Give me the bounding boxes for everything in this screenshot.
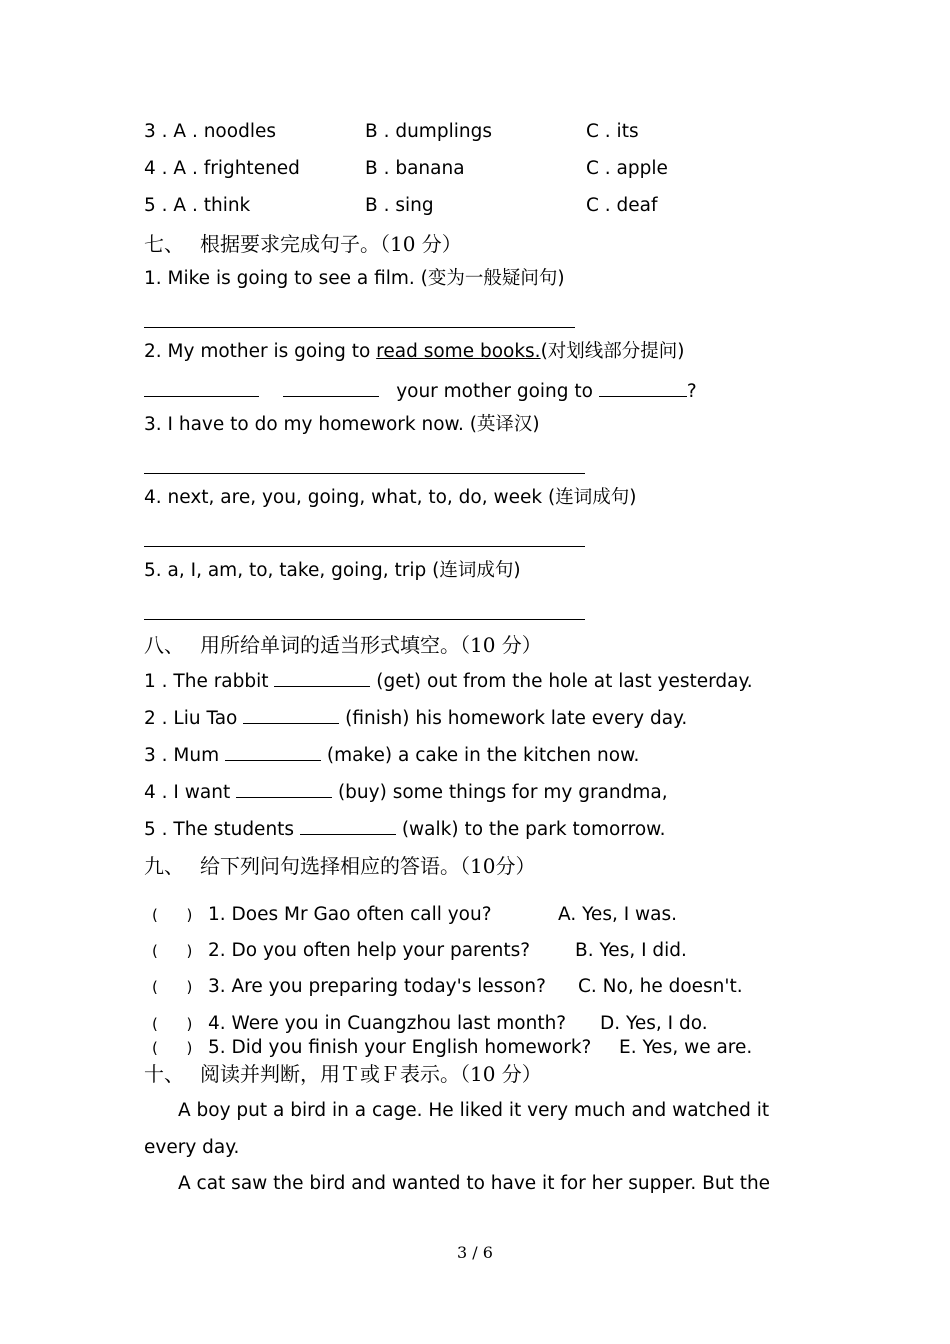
s9-question-4 [152, 1012, 566, 1036]
s9-question-1 [152, 903, 492, 927]
section-8-title: 用所给单词的适当形式填空。（10 分） [200, 633, 542, 657]
s10-paragraph-1: A boy put a bird in a cage. He liked it very much and watched it every day. [144, 1100, 770, 1158]
s9-answer-d: D. Yes, I do. [600, 1013, 708, 1034]
choice-5-c: C . deaf [586, 195, 658, 216]
s8-item-5 [144, 816, 665, 842]
s7-q2-answer-line [144, 378, 697, 404]
s9-paren-3[interactable]: ( ) [152, 978, 193, 996]
s9-question-2 [152, 939, 530, 963]
s9-question-2-text: 2. Do you often help your parents? [208, 940, 531, 961]
section-10-title: 阅读并判断，用Ｔ或Ｆ表示。（10 分） [200, 1062, 542, 1086]
s8-blank-1[interactable] [274, 668, 370, 687]
s9-answer-a: A. Yes, I was. [558, 904, 678, 925]
s9-paren-1[interactable]: ( ) [152, 906, 193, 924]
s9-paren-5[interactable]: ( ) [152, 1039, 193, 1057]
choice-5-b: B . sing [365, 195, 434, 216]
s8-item-1-post: (get) out from the hole at last yesterday. [370, 671, 753, 692]
s7-question-4: 4. next, are, you, going, what, to, do, week (连词成句) [144, 487, 637, 508]
section-8-number: 八、 [144, 633, 184, 657]
s8-blank-3[interactable] [225, 742, 321, 761]
s8-blank-5[interactable] [300, 816, 396, 835]
s8-item-1 [144, 668, 753, 694]
s8-blank-2[interactable] [243, 705, 339, 724]
s9-question-3-text: 3. Are you preparing today's lesson? [208, 976, 546, 997]
s8-item-3 [144, 742, 639, 768]
s7-answer-line-4[interactable] [144, 546, 585, 547]
choice-4-c: C . apple [586, 158, 668, 179]
choice-3-c: C . its [586, 121, 639, 142]
s8-item-1-pre: 1 . The rabbit [144, 671, 275, 692]
s10-paragraph-2: A cat saw the bird and wanted to have it for her supper. But the [178, 1173, 771, 1194]
s9-question-5-text: 5. Did you finish your English homework? [208, 1037, 592, 1058]
s9-question-5 [152, 1036, 591, 1060]
section-10-heading [144, 1061, 542, 1087]
s7-answer-line-1[interactable] [144, 327, 575, 328]
s7-q2-blank-2[interactable] [283, 378, 379, 397]
choice-3-b: B . dumplings [365, 121, 492, 142]
s8-item-5-post: (walk) to the park tomorrow. [395, 819, 666, 840]
s7-q2-blank-3[interactable] [599, 378, 687, 397]
s7-answer-line-5[interactable] [144, 619, 585, 620]
s9-question-3 [152, 975, 546, 999]
s7-q2-blank-1[interactable] [144, 378, 259, 397]
s9-question-4-text: 4. Were you in Cuangzhou last month? [208, 1013, 567, 1034]
s8-item-5-pre: 5 . The students [144, 819, 300, 840]
s8-item-4-post: (buy) some things for my grandma, [332, 782, 668, 803]
s9-paren-4[interactable]: ( ) [152, 1015, 193, 1033]
s7-question-3: 3. I have to do my homework now. (英译汉) [144, 414, 540, 435]
s8-item-3-post: (make) a cake in the kitchen now. [321, 745, 640, 766]
section-9-heading [144, 853, 535, 879]
section-7-number: 七、 [144, 232, 184, 256]
choice-4-b: B . banana [365, 158, 465, 179]
choice-4-a: 4 . A . frightened [144, 158, 300, 179]
s8-item-4-pre: 4 . I want [144, 782, 237, 803]
s7-q2-underlined: read some books. [376, 341, 541, 362]
s7-question-1: 1. Mike is going to see a film. (变为一般疑问句) [144, 268, 565, 289]
page-number: 3 / 6 [457, 1243, 493, 1262]
s7-q2-pre: 2. My mother is going to [144, 341, 377, 362]
s7-question-5: 5. a, I, am, to, take, going, trip (连词成句) [144, 560, 521, 581]
s9-answer-b: B. Yes, I did. [575, 940, 687, 961]
section-7-heading [144, 231, 462, 257]
s9-question-1-text: 1. Does Mr Gao often call you? [208, 904, 492, 925]
s7-q2-answer-mid: your mother going to [396, 381, 593, 402]
section-10-number: 十、 [144, 1062, 184, 1086]
s8-item-2-pre: 2 . Liu Tao [144, 708, 244, 729]
s8-blank-4[interactable] [236, 779, 332, 798]
section-9-number: 九、 [144, 854, 184, 878]
s8-item-2-post: (finish) his homework late every day. [339, 708, 688, 729]
s8-item-3-pre: 3 . Mum [144, 745, 226, 766]
section-8-heading [144, 632, 542, 658]
s7-q2-answer-end: ? [686, 381, 697, 402]
s7-question-2 [144, 340, 685, 364]
s9-answer-c: C. No, he doesn't. [578, 976, 743, 997]
s9-answer-e: E. Yes, we are. [619, 1037, 753, 1058]
s9-paren-2[interactable]: ( ) [152, 942, 193, 960]
s7-q2-post: (对划线部分提问) [540, 341, 685, 362]
s8-item-4 [144, 779, 668, 805]
s7-answer-line-3[interactable] [144, 473, 585, 474]
section-7-title: 根据要求完成句子。（10 分） [200, 232, 462, 256]
choice-3-a: 3 . A . noodles [144, 121, 276, 142]
section-9-title: 给下列问句选择相应的答语。（10分） [200, 854, 536, 878]
s8-item-2 [144, 705, 687, 731]
choice-5-a: 5 . A . think [144, 195, 251, 216]
